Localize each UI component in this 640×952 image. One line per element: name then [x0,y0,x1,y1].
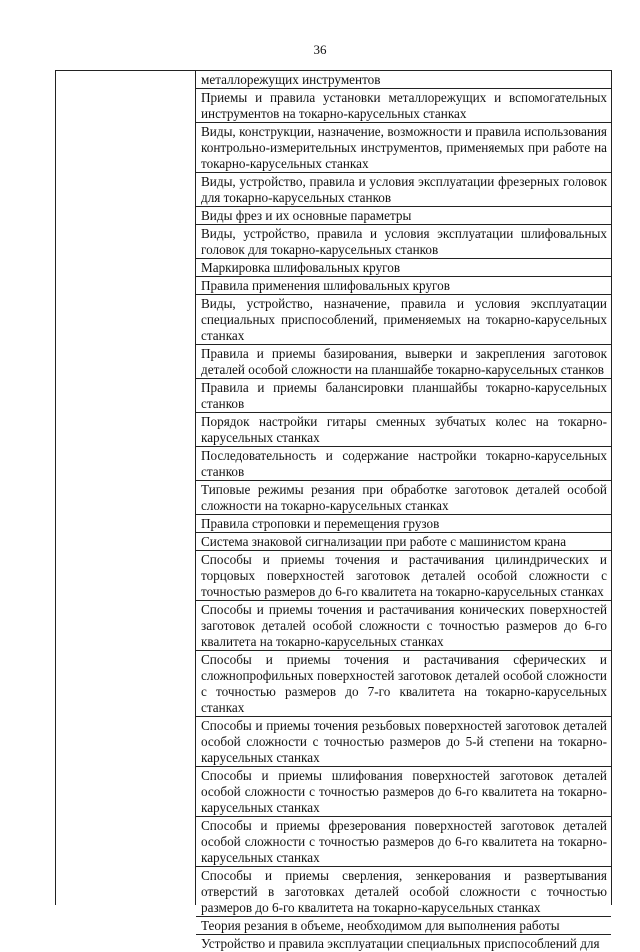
table-row: Способы и приемы шлифования поверхностей заготовок деталей особой сложности с точностью размеров до 6-го квалитета на токарно-карусельных станках [196,767,611,817]
table-row: Приемы и правила установки металлорежущих и вспомогательных инструментов на токарно-карусельных станках [196,89,611,123]
table-row: Маркировка шлифовальных кругов [196,259,611,277]
table-row: Правила строповки и перемещения грузов [196,515,611,533]
table-row: Виды, устройство, правила и условия эксплуатации шлифовальных головок для токарно-карусельных станков [196,225,611,259]
table-row: Типовые режимы резания при обработке заготовок деталей особой сложности на токарно-карусельных станках [196,481,611,515]
table-row: Система знаковой сигнализации при работе с машинистом крана [196,533,611,551]
knowledge-requirements-column [196,70,612,951]
table-row: Способы и приемы точения и растачивания конических поверхностей заготовок деталей особой сложности с точностью размеров до 6-го квалитета на токарно-карусельных станках [196,601,611,651]
table-row: Виды, устройство, назначение, правила и условия эксплуатации специальных приспособлений, применяемых на токарно-карусельных станках [196,295,611,345]
table-left-column [55,70,196,905]
table-row: Правила и приемы базирования, выверки и закрепления заготовок деталей особой сложности на планшайбе токарно-карусельных станков [196,345,611,379]
table-row: Виды фрез и их основные параметры [196,207,611,225]
page-number: 36 [313,42,327,57]
table-row: Виды, конструкции, назначение, возможности и правила использования контрольно-измерительных инструментов, применяемых при работе на токарно-карусельных станках [196,123,611,173]
table-row: Последовательность и содержание настройки токарно-карусельных станков [196,447,611,481]
table-row: Правила и приемы балансировки планшайбы токарно-карусельных станков [196,379,611,413]
table-row: Устройство и правила эксплуатации специальных приспособлений для [201,936,600,951]
table-row: Виды, устройство, правила и условия эксплуатации фрезерных головок для токарно-карусельных станков [196,173,611,207]
table-row: Способы и приемы точения и растачивания цилиндрических и торцовых поверхностей заготовок деталей особой сложности с точностью размеров до 6-го квалитета на токарно-карусельных станках [196,551,611,601]
table-row: Способы и приемы точения и растачивания сферических и сложнопрофильных поверхностей заготовок деталей особой сложности с точностью размеров до 7-го квалитета на токарно-карусельных станках [196,651,611,717]
table-row: Способы и приемы сверления, зенкерования и развертывания отверстий в заготовках деталей особой сложности с точностью размеров до 6-го квалитета на токарно-карусельных станках [196,867,611,917]
table-row: Правила применения шлифовальных кругов [196,277,611,295]
table-row: Способы и приемы фрезерования поверхностей заготовок деталей особой сложности с точностью размеров до 6-го квалитета на токарно-карусельных станках [196,817,611,867]
table-row: металлорежущих инструментов [196,71,611,89]
table-row: Способы и приемы точения резьбовых поверхностей заготовок деталей особой сложности с точностью размеров до 5-й степени на токарно-карусельных станках [196,717,611,767]
table-row: Теория резания в объеме, необходимом для выполнения работы [196,917,611,935]
table-row: Порядок настройки гитары сменных зубчатых колес на токарно-карусельных станках [196,413,611,447]
